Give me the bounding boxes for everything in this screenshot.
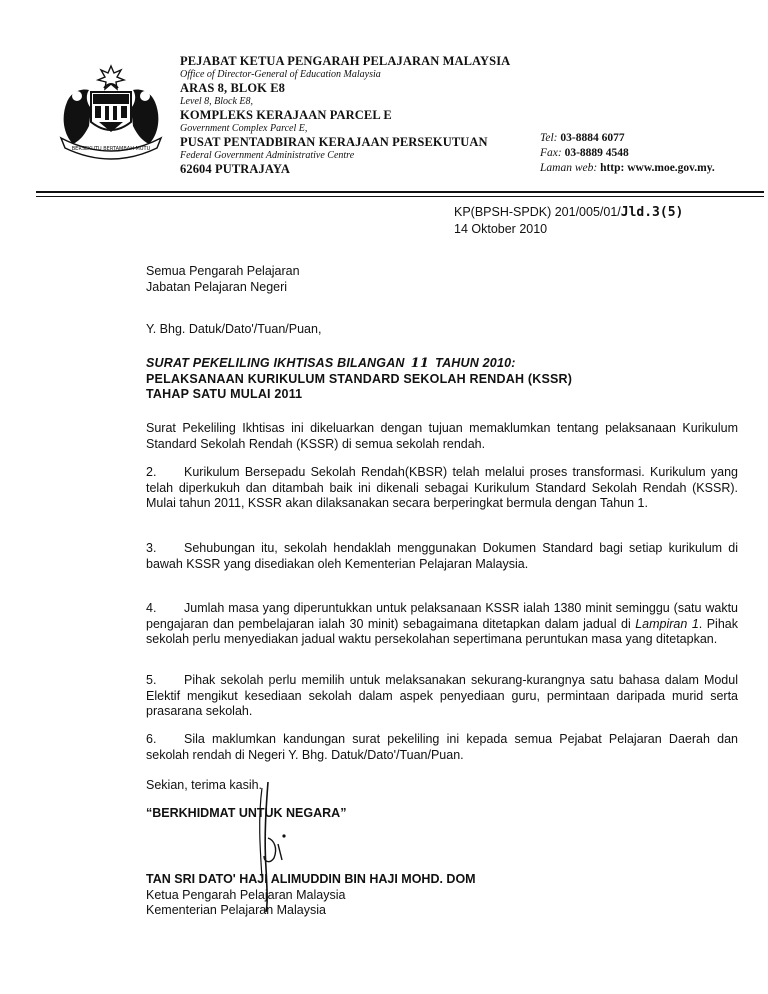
header-divider (36, 191, 764, 193)
tel-label: Tel: (540, 132, 558, 144)
paragraph-text: Sila maklumkan kandungan surat pekeliling ini kepada semua Pejabat Pelajaran Daerah dan sekolah rendah di Negeri Y. Bhg. Datuk/Dato'/Tuan/Puan. (146, 732, 738, 762)
header-divider-thin (36, 196, 764, 197)
address-complex-en: Government Complex Parcel E, (180, 123, 308, 134)
web-label: Laman web: (540, 162, 598, 174)
signatory-block (146, 872, 476, 919)
address-level: ARAS 8, BLOK E8 (180, 81, 285, 95)
closing-thanks: Sekian, terima kasih. (146, 778, 263, 792)
subject-number: 11 (410, 356, 430, 371)
paragraph-6 (146, 732, 738, 763)
signatory-name: TAN SRI DATO' HAJI ALIMUDDIN BIN HAJI MOHD. DOM (146, 872, 476, 886)
paragraph-text: Sehubungan itu, sekolah hendaklah menggunakan Dokumen Standard bagi setiap kurikulum di bawah KSSR yang disediakan oleh Kementerian Pelajaran Malaysia. (146, 541, 738, 571)
paragraph-text: Jumlah masa yang diperuntukkan untuk pelaksanaan KSSR ialah 1380 minit seminggu (satu waktu pengajaran dan pembelajaran ialah 30 minit) sebagaimana ditetapkan dalam jadual di (146, 601, 738, 631)
office-name: PEJABAT KETUA PENGARAH PELAJARAN MALAYSIA (180, 54, 511, 68)
address-level-en: Level 8, Block E8, (180, 96, 254, 107)
subject-subtitle: TAHAP SATU MULAI 2011 (146, 387, 303, 402)
signatory-ministry: Kementerian Pelajaran Malaysia (146, 903, 326, 918)
recipient-line2: Jabatan Pelajaran Negeri (146, 279, 288, 294)
salutation: Y. Bhg. Datuk/Dato'/Tuan/Puan, (146, 322, 322, 336)
address-complex: KOMPLEKS KERAJAAN PARCEL E (180, 108, 392, 122)
subject-prefix: SURAT PEKELILING IKHTISAS BILANGAN (146, 356, 405, 370)
paragraph-number: 6. (146, 732, 157, 746)
paragraph-text: Pihak sekolah perlu memilih untuk melaksanakan sekurang-kurangnya satu bahasa dalam Modul Elektif mengikut kesediaan sekolah dalam aspek penyediaan guru, permintaan daripada murid serta prasarana sekolah. (146, 673, 738, 719)
fax-value: 03-8889 4548 (564, 147, 629, 159)
address-centre-en: Federal Government Administrative Centre (180, 150, 355, 161)
paragraph-number: 5. (146, 673, 157, 687)
coat-of-arms-icon (55, 64, 167, 160)
reference-block (454, 204, 683, 237)
paragraph-number: 3. (146, 541, 157, 555)
recipient-line1: Semua Pengarah Pelajaran (146, 264, 300, 278)
paragraph-2 (146, 465, 738, 512)
paragraph-3 (146, 541, 738, 572)
tel-value: 03-8884 6077 (560, 132, 625, 144)
subject-block (146, 356, 738, 403)
paragraph-1: Surat Pekeliling Ikhtisas ini dikeluarkan dengan tujuan memaklumkan tentang pelaksanaan Kurikulum Standard Sekolah Rendah (KSSR) di semua sekolah rendah. (146, 421, 738, 451)
paragraph-4 (146, 601, 738, 648)
office-name-en: Office of Director-General of Education Malaysia (180, 69, 381, 80)
reference-handwritten: Jld.3(5) (620, 205, 684, 220)
web-value[interactable]: http: www.moe.gov.my. (600, 162, 715, 174)
fax-label: Fax: (540, 147, 562, 159)
contact-block (540, 131, 765, 176)
closing-slogan: “BERKHIDMAT UNTUK NEGARA” (146, 806, 347, 820)
letter-date: 14 Oktober 2010 (454, 222, 548, 236)
subject-year: TAHUN 2010: (435, 356, 516, 370)
address-postcode: 62604 PUTRAJAYA (180, 162, 290, 176)
recipient-block (146, 264, 300, 295)
paragraph-text: Kurikulum Bersepadu Sekolah Rendah(KBSR) telah melalui proses transformasi. Kurikulum yang telah diperkukuh dan ditambah baik ini dikenali sebagai Kurikulum Standard Sekolah Rendah (KSSR). Mulai tahun 2011, KSSR akan dilaksanakan secara berperingkat bermula dengan Tahun 1. (146, 465, 738, 511)
paragraph-5 (146, 673, 738, 720)
reference-number: KP(BPSH-SPDK) 201/005/01/ (454, 205, 621, 219)
appendix-reference: Lampiran 1 (635, 616, 699, 631)
address-centre: PUSAT PENTADBIRAN KERAJAAN PERSEKUTUAN (180, 135, 488, 149)
paragraph-text-cont: . Pihak sekolah perlu menyediakan jadual waktu persekolahan sepertimana peruntukan masa yang ditetapkan. (146, 616, 738, 647)
paragraph-number: 2. (146, 465, 157, 479)
crest-motto: BERSEKUTU BERTAMBAH MUTU (71, 146, 151, 152)
letterhead-address (180, 54, 540, 177)
signatory-title: Ketua Pengarah Pelajaran Malaysia (146, 887, 346, 902)
paragraph-number: 4. (146, 601, 157, 615)
subject-title: PELAKSANAAN KURIKULUM STANDARD SEKOLAH RENDAH (KSSR) (146, 371, 573, 386)
